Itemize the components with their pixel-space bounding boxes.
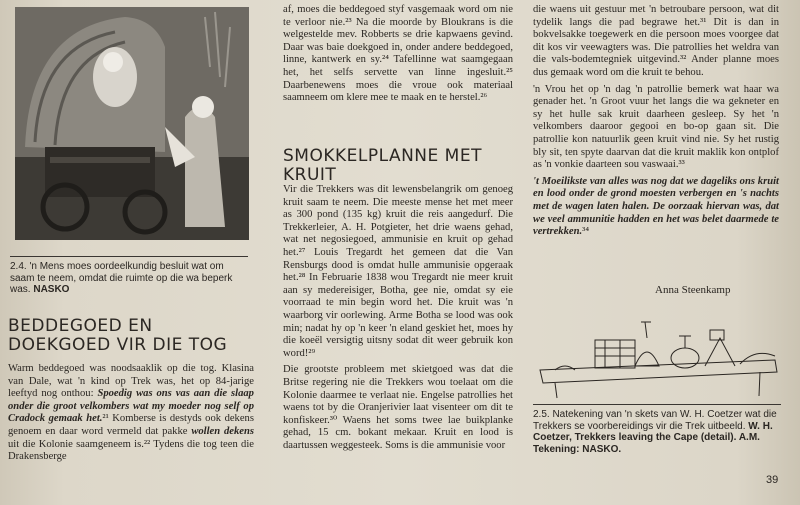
text-run: Warm beddegoed was noodsaaklik op die tog. Klasina van Dale, wat 'n kind op Trek was, het op 84-jarige leeftyd nog onthou: [8, 363, 254, 400]
caption-text: 2.5. Natekening van 'n skets van W. H. Coetzer wat die Trekkers se voorbereidings vir die Trek uitbeeld. [533, 409, 777, 432]
quote-text: 't Moeilikste van alles was nog dat we dageliks ons kruit en lood onder de grond moesten verbergen en 's nachts met de wagen laten halen. De oorzaak hiervan was, dat we veel ammunitie hadden en het was belet daarmede te vertrekken. [533, 175, 779, 238]
sketch-illustration [535, 308, 783, 400]
column2-top-text [283, 4, 513, 107]
paragraph: die waens uit gestuur met 'n betroubare persoon, wat dit tydelik langs die pad begrawe het.³¹ Dit is dan in bokvelsakke toegewerk en die persoon moes voorgee dat dit kos vir veewagters was. Die patrollies het weldra van die vals-bodemtegniek uitgevind.³² Ander planne moes dus gemaak word om die kruit te behou. [533, 4, 779, 78]
section-heading-smokkelplanne: SMOKKELPLANNE MET KRUIT [283, 146, 482, 185]
wagon-photo-illustration [15, 7, 249, 240]
sketch-drawing [535, 308, 783, 400]
page-number: 39 [766, 474, 779, 486]
caption-credit: NASKO [33, 284, 70, 296]
paragraph: af, moes die beddegoed styf vasgemaak word om nie te verloor nie.²³ Na die moorde by Bloukrans is die welgestelde mev. Robberts se drie kapwaens gevind. Daar was baie doekgoed in, onder andere beddegoed, linne, kantwerk en sy.²⁴ Tafellinne wat saamgegaan het, het selfs servette van linne ingesluit.²⁵ Daarbenewens moes die vroue ook materiaal saamneem om klere mee te maak en te herstel.²⁶ [283, 4, 513, 104]
paragraph: Die grootste probleem met skietgoed was dat die Britse regering nie die Trekkers wou toelaat om die Kolonie daarmee te verlaat nie. Engelse patrollies het waens tot by die Oranjerivier laat visenteer om dit te konfiskeer.³⁰ Waens het soms twee lae buikplanke gehad, 15 cm. bokant mekaar. Kruit en lood is daartussen weggesteek. Soms is die ammunisie voor [283, 364, 513, 451]
paragraph: Vir die Trekkers was dit lewensbelangrik om genoeg kruit saam te neem. Die meeste mense het met meer as 300 pond (135 kg) kruit die reis aangedurf. Die Trekkerleier, A. H. Potgieter, het drie waens gehad, wat net negosiegoed, ammunisie en kruit op gehad het.²⁷ Louis Tregardt het gemeen dat die Van Rensburgs dood is omdat hulle ammunisie opgeraak het.²⁸ In Februarie 1838 wou Tregardt nie meer kruit aan sy medereisiger, Botha, gee nie, omdat sy eie voorraad te min begin word het. Die kruit was 'n waarborg vir oorlewing. Arme Botha se lood was ook min; nadat hy op 'n keer 'n eland geskiet het, moes hy die koeël versigtig uitsny sodat dit weer gebruik kon word!²⁹ [283, 184, 513, 359]
signature-author: Anna Steenkamp [655, 284, 731, 296]
column3-text [533, 4, 779, 241]
paragraph: 'n Vrou het op 'n dag 'n patrollie bemerk wat haar wa genader het. 'n Groot vuur het langs die wa gekneter en sy het hulle sak kruit daarheen gesleep. Sy het 'n velkombers daaroor gegooi en bo-op gaan sit. Die patrollie kon natuurlik geen kruit vind nie. Sy het rustig bly sit, ten spyte daarvan dat die kruit maklik kon ontplof as 'n vonkie daarteen sou vaswaai.³³ [533, 83, 779, 171]
section-body-smokkelplanne [283, 184, 513, 454]
caption-text: 2.4. 'n Mens moes oordeelkundig besluit wat om saam te neem, omdat die ruimte op die wa beperk was. [10, 261, 233, 296]
text-run: ²¹ Komberse is destyds ook dekens genoem en daar word vermeld dat pakke [8, 413, 254, 437]
section-body-beddegoed [8, 363, 254, 466]
sketch-caption [533, 404, 781, 455]
footnote-ref: ³⁴ [582, 226, 590, 238]
paragraph [8, 363, 254, 464]
caption-credit: W. H. Coetzer, Trekkers leaving the Cape (detail). A.M. Tekening: NASKO. [533, 420, 773, 455]
quote-run: Spoedig was ons vas aan die slaap onder die groot velkombers wat my moeder nog self op Cradock gemaak het. [8, 388, 254, 425]
emphasis-run: wollen dekens [191, 425, 254, 437]
wagon-photo [15, 7, 249, 240]
quote-paragraph [533, 176, 779, 239]
text-run: uit die Kolonie saamgeneem is.²² Tydens die tog teen die Drakensberge [8, 438, 254, 463]
section-heading-beddegoed: BEDDEGOED EN DOEKGOED VIR DIE TOG [8, 316, 228, 355]
photo-caption [10, 256, 248, 296]
